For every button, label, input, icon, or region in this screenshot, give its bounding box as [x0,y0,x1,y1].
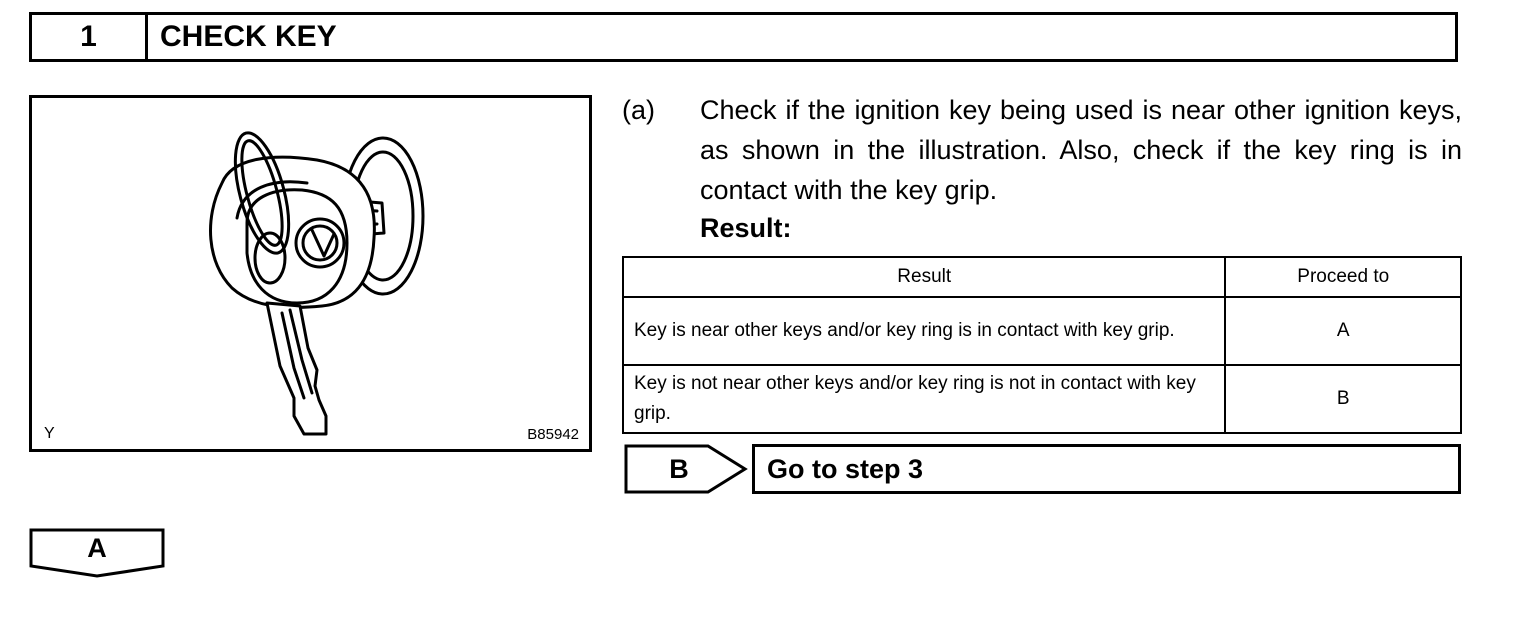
column-header-result: Result [623,257,1225,297]
column-header-proceed: Proceed to [1225,257,1461,297]
result-heading: Result: [700,213,792,243]
instruction-text: Check if the ignition key being used is near other ignition keys, as shown in the illustration. Also, check if the key ring is in contact with the key grip. [700,95,1462,205]
step-title: CHECK KEY [160,20,337,53]
next-step-marker [29,528,165,578]
table-row [623,297,1461,365]
goto-letter: B [669,453,689,484]
ignition-key-icon [32,98,589,449]
table-header-row [623,257,1461,297]
illustration-code: B85942 [527,426,579,443]
result-cell: Key is not near other keys and/or key ring is not in contact with key grip. [623,365,1225,433]
step-number: 1 [32,15,148,59]
proceed-cell: A [1225,297,1461,365]
next-step-letter: A [87,533,107,563]
table-row [623,365,1461,433]
result-table [622,256,1462,434]
instruction-marker: (a) [622,95,655,125]
key-illustration [29,95,592,452]
illustration-corner-label: Y [44,425,55,442]
result-cell: Key is near other keys and/or key ring is in contact with key grip. [623,297,1225,365]
goto-step-link[interactable]: Go to step 3 [752,444,1461,494]
instruction-block [622,90,1462,246]
proceed-cell: B [1225,365,1461,433]
step-header [29,12,1458,62]
